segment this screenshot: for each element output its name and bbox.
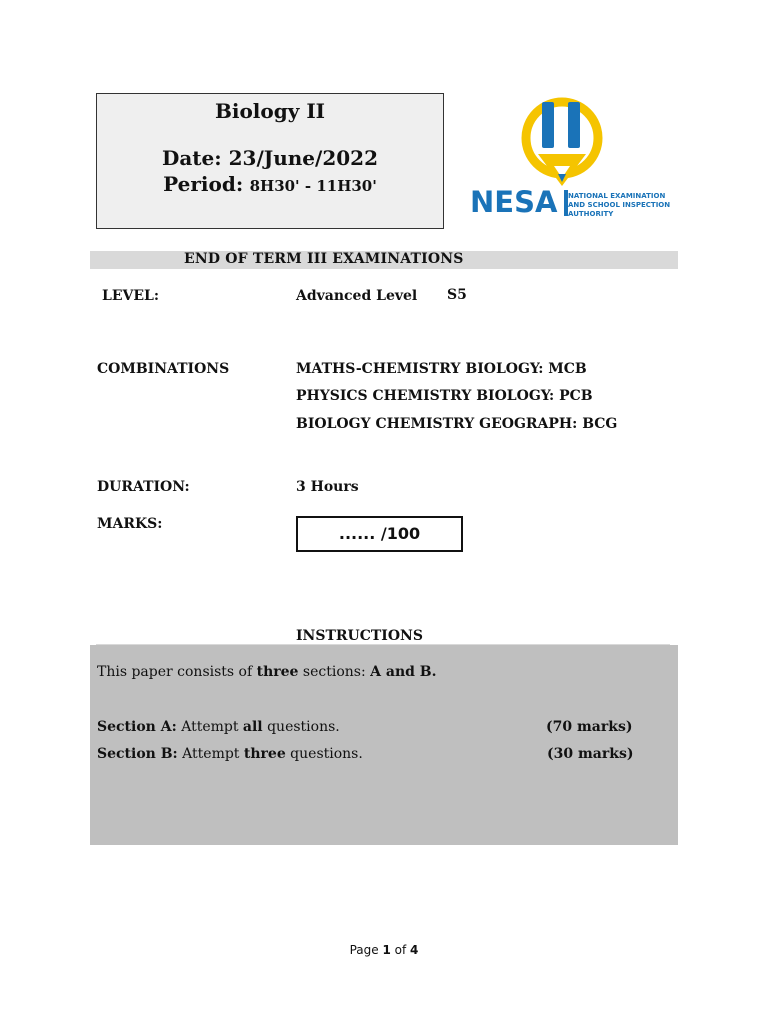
page-footer: Page 1 of 4 bbox=[349, 943, 419, 957]
section-b-instruction: Section B: Attempt three questions. bbox=[97, 746, 363, 762]
combination-item: PHYSICS CHEMISTRY BIOLOGY: PCB bbox=[296, 388, 593, 404]
period-label: Period: bbox=[163, 172, 244, 196]
exam-date: Date: 23/June/2022 bbox=[162, 146, 378, 170]
title-box bbox=[96, 93, 444, 229]
marks-box: ...... /100 bbox=[296, 516, 463, 552]
exam-period bbox=[97, 172, 443, 196]
instructions-panel bbox=[90, 645, 678, 845]
level-label: LEVEL: bbox=[102, 288, 160, 304]
duration-label: DURATION: bbox=[97, 479, 190, 495]
section-a-instruction: Section A: Attempt all questions. bbox=[97, 719, 340, 735]
nesa-tagline: NATIONAL EXAMINATION AND SCHOOL INSPECTION AUTHORITY bbox=[568, 192, 671, 218]
instructions-intro: This paper consists of three sections: A and B. bbox=[97, 664, 437, 680]
level-value: Advanced Level bbox=[296, 288, 418, 304]
combination-item: BIOLOGY CHEMISTRY GEOGRAPH: BCG bbox=[296, 416, 618, 432]
section-b-marks: (30 marks) bbox=[547, 746, 634, 762]
section-a-marks: (70 marks) bbox=[546, 719, 633, 735]
marks-label: MARKS: bbox=[97, 516, 163, 532]
exam-banner bbox=[90, 251, 678, 269]
subject-title: Biology II bbox=[214, 99, 326, 123]
nesa-logo bbox=[468, 94, 672, 224]
combination-item: MATHS-CHEMISTRY BIOLOGY: MCB bbox=[296, 361, 587, 377]
period-time: 8H30' - 11H30' bbox=[249, 177, 377, 195]
instructions-heading: INSTRUCTIONS bbox=[296, 628, 423, 644]
combinations-label: COMBINATIONS bbox=[97, 361, 230, 377]
nesa-wordmark: NESA bbox=[470, 185, 558, 219]
exam-banner-text: END OF TERM III EXAMINATIONS bbox=[184, 251, 464, 267]
duration-value: 3 Hours bbox=[296, 479, 359, 495]
level-grade: S5 bbox=[447, 287, 467, 303]
